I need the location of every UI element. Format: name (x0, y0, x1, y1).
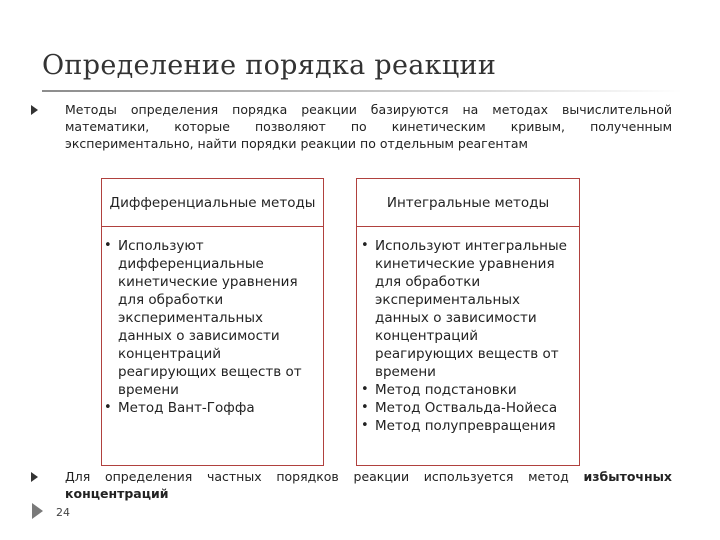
integral-methods-list (361, 237, 575, 435)
footer-text: Для определения частных порядков реакции используется метод (65, 469, 584, 484)
list-item: • Используют дифференциальные кинетические уравнения для обработки экспериментальных данных о зависимости концентраций реагирующих веществ от времени (104, 237, 320, 399)
footer-bold-text: концентраций (65, 486, 169, 501)
list-item: • Метод полупревращения (361, 417, 575, 435)
page-number: 24 (56, 506, 70, 519)
slide-title: Определение порядка реакции (42, 50, 497, 81)
list-item: • Метод подстановки (361, 381, 575, 399)
differential-methods-header: Дифференциальные методы (101, 178, 324, 227)
list-item: • Метод Оствальда-Нойеса (361, 399, 575, 417)
footer-bold-text: избыточных (583, 469, 672, 484)
differential-methods-list (104, 237, 320, 417)
corner-triangle-icon (32, 503, 43, 519)
bullet-arrow-icon (31, 472, 38, 482)
intro-paragraph: Методы определения порядка реакции базируются на методах вычислительной математики, которые позволяют по кинетическим кривым, полученным экспериментально, найти порядки реакции по отдельным реагентам (65, 102, 672, 151)
title-underline (42, 90, 682, 92)
list-item: • Используют интегральные кинетические уравнения для обработки экспериментальных данных о зависимости концентраций реагирующих веществ от времени (361, 237, 575, 381)
list-item: • Метод Вант-Гоффа (104, 399, 320, 417)
bullet-arrow-icon (31, 105, 38, 115)
footer-paragraph (65, 468, 672, 502)
integral-methods-header: Интегральные методы (356, 178, 580, 227)
